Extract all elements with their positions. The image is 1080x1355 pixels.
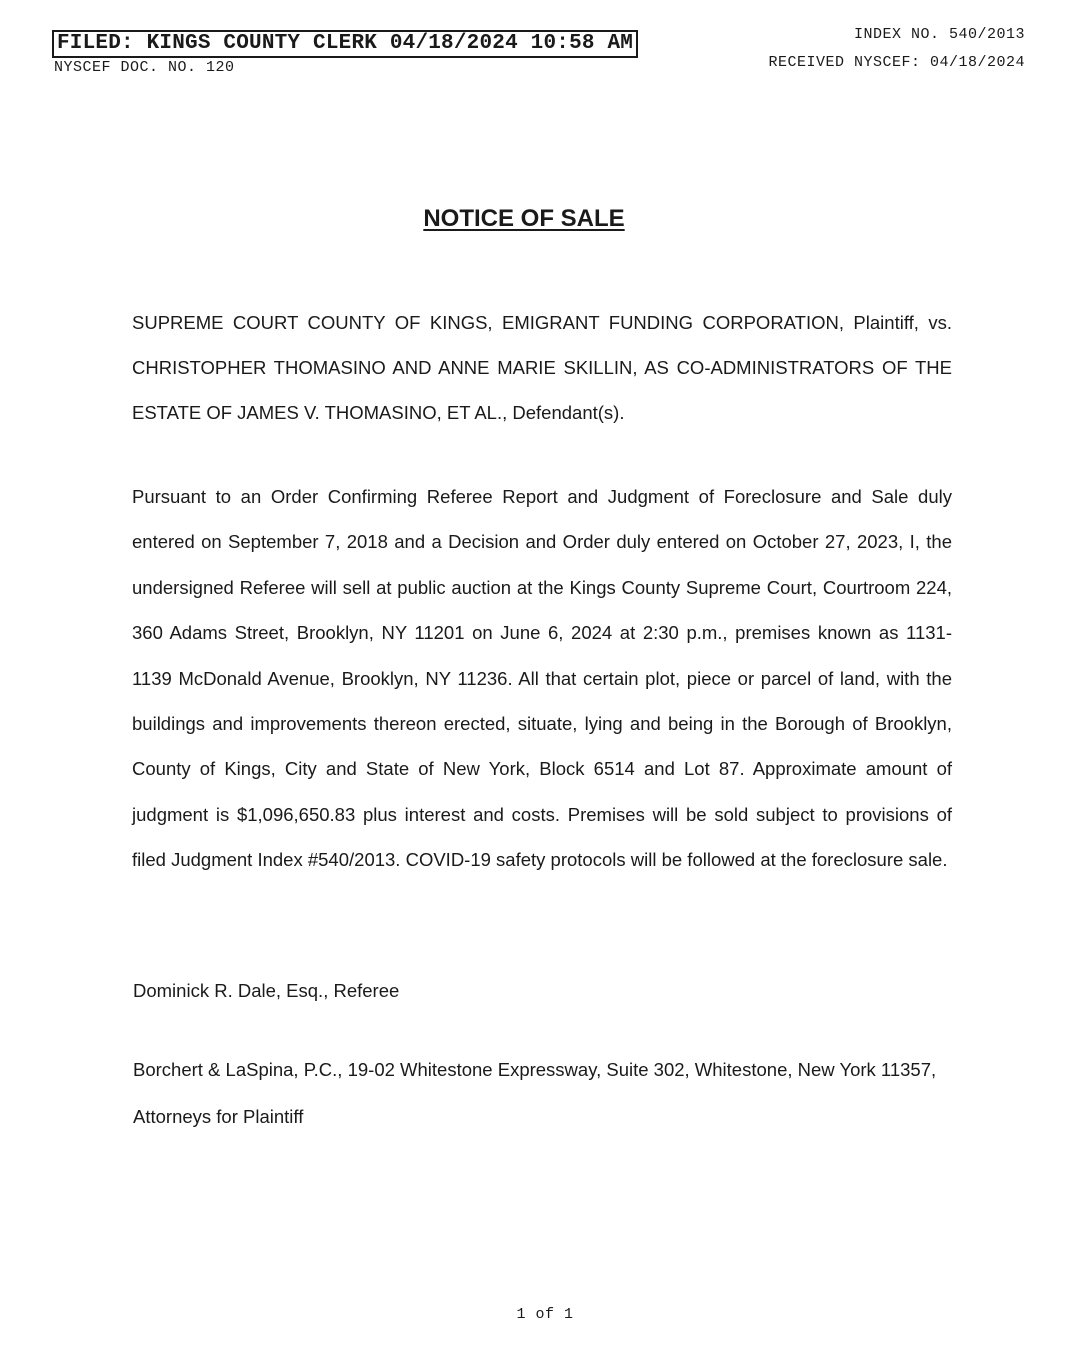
sale-notice-body: Pursuant to an Order Confirming Referee Report and Judgment of Foreclosure and Sale duly entered on September 7, 2018 and a Decision and Order duly entered on October 27, 2023, I, the undersigned Referee will sell at public auction at the Kings County Supreme Court, Courtroom 224, 360 Adams Street, Brooklyn, NY 11201 on June 6, 2024 at 2:30 p.m., premises known as 1131-1139 McDonald Avenue, Brooklyn, NY 11236. All that certain plot, piece or parcel of land, with the buildings and improvements thereon erected, situate, lying and being in the Borough of Brooklyn, County of Kings, City and State of New York, Block 6514 and Lot 87. Approximate amount of judgment is $1,096,650.83 plus interest and costs. Premises will be sold subject to provisions of filed Judgment Index #540/2013. COVID-19 safety protocols will be followed at the foreclosure sale. <box>132 486 952 871</box>
referee-signature: Dominick R. Dale, Esq., Referee <box>133 980 400 1001</box>
attorneys-for-plaintiff: Borchert & LaSpina, P.C., 19-02 Whitestone Expressway, Suite 302, Whitestone, New York 11357, Attorneys for Plaintiff <box>133 1059 937 1127</box>
received-date: RECEIVED NYSCEF: 04/18/2024 <box>768 54 1025 71</box>
index-number: INDEX NO. 540/2013 <box>853 26 1025 43</box>
nyscef-doc-number: NYSCEF DOC. NO. 120 <box>54 59 235 76</box>
filed-stamp: FILED: KINGS COUNTY CLERK 04/18/2024 10:58 AM <box>52 30 638 58</box>
page-number: 1 of 1 <box>516 1306 574 1323</box>
document-title: NOTICE OF SALE <box>423 205 625 232</box>
case-caption: SUPREME COURT COUNTY OF KINGS, EMIGRANT FUNDING CORPORATION, Plaintiff, vs. CHRISTOPHER THOMASINO AND ANNE MARIE SKILLIN, AS CO-ADMINISTRATORS OF THE ESTATE OF JAMES V. THOMASINO, ET AL., Defendant(s). <box>132 312 952 423</box>
